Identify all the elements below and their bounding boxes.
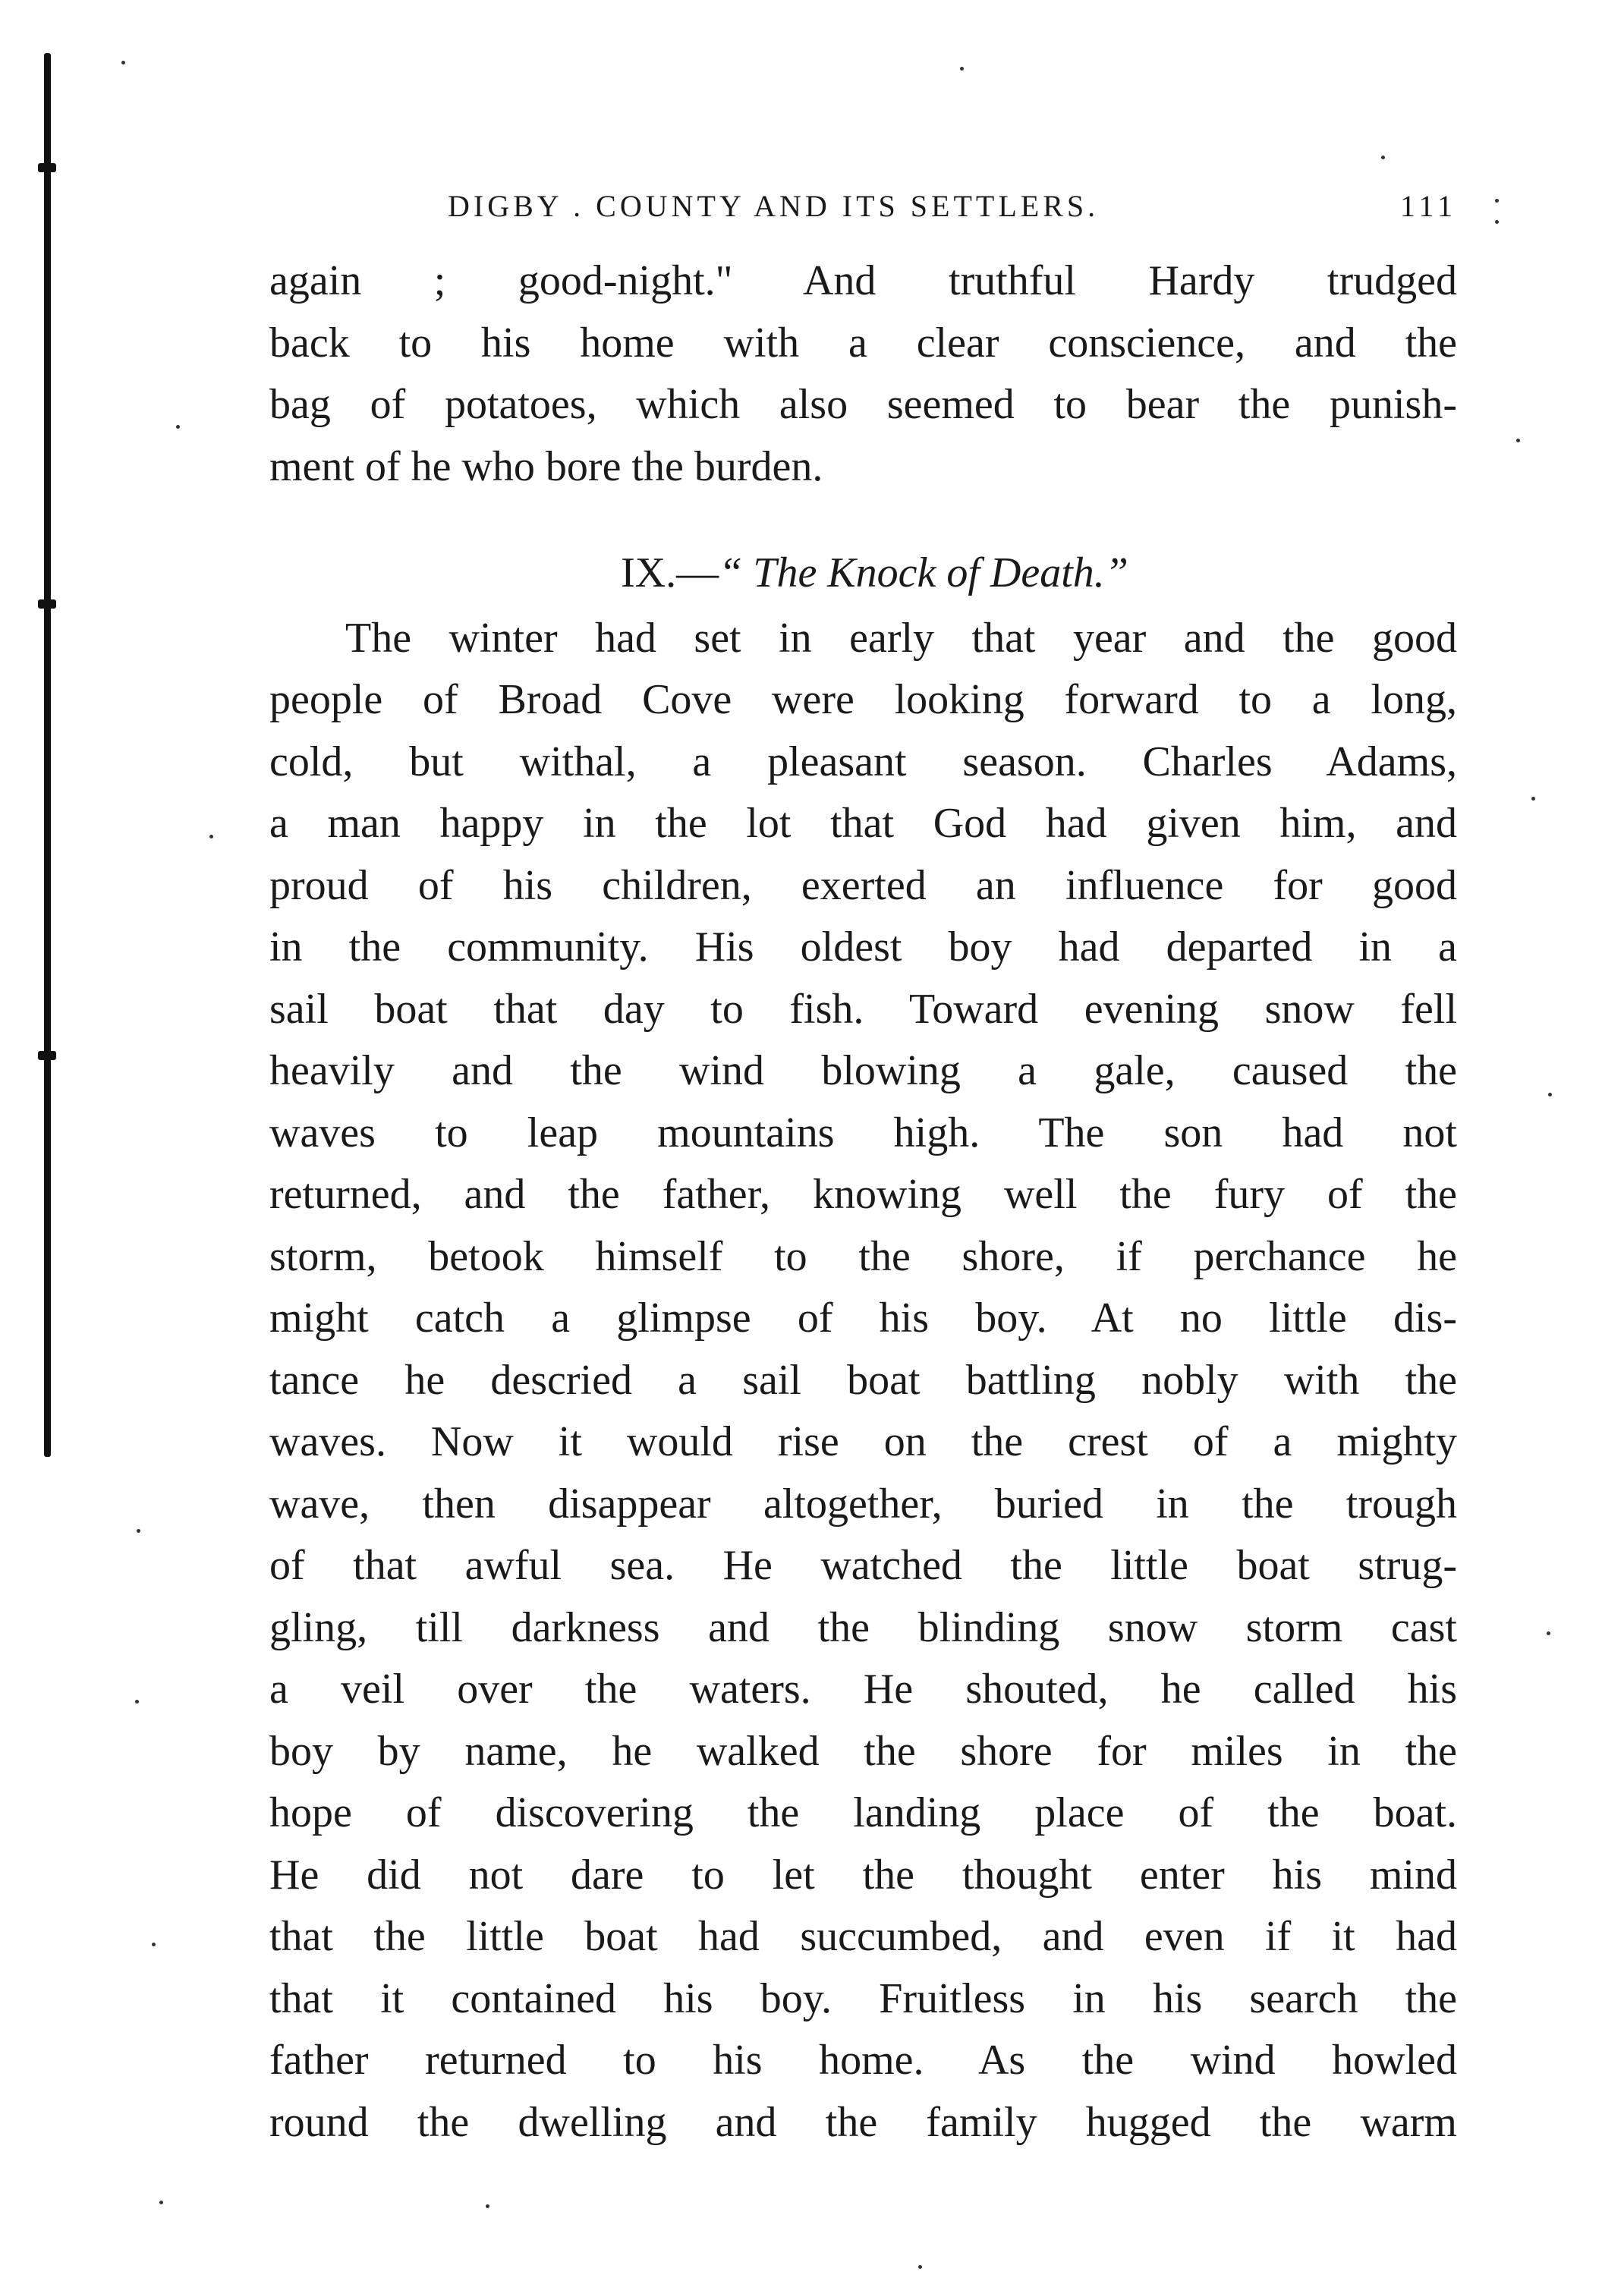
running-title: DIGBY . COUNTY AND ITS SETTLERS. [448,189,1100,223]
text-line: proud of his children, exerted an influence for good [269,861,1457,909]
scan-speck [159,2201,163,2204]
section-heading [269,543,1457,605]
scan-speck [152,1943,156,1946]
scan-speck [918,2265,922,2269]
scan-speck [135,1700,139,1704]
text-line: The winter had set in early that year and the good [345,614,1457,662]
text-line: ment of he who bore the burden. [269,442,823,490]
text-line: a veil over the waters. He shouted, he called his [269,1666,1457,1713]
binding-notch [38,599,56,609]
scan-speck [209,835,213,838]
text-line: round the dwelling and the family hugged the warm [269,2098,1457,2146]
text-line: sail boat that day to fish. Toward evening snow fell [269,985,1457,1033]
text-line: people of Broad Cove were looking forward to a long, [269,676,1457,723]
text-line: tance he descried a sail boat battling nobly with the [269,1356,1457,1404]
section-title: “ The Knock of Death.” [719,549,1128,596]
text-line: He did not dare to let the thought enter his mind [269,1851,1457,1899]
scan-speck [1547,1631,1550,1635]
text-line: storm, betook himself to the shore, if perchance he [269,1232,1457,1280]
text-line: again ; good-night." And truthful Hardy trudged [269,257,1457,304]
text-line: that it contained his boy. Fruitless in his search the [269,1974,1457,2022]
text-line: cold, but withal, a pleasant season. Charles Adams, [269,738,1457,785]
text-line: that the little boat had succumbed, and even if it had [269,1913,1457,1960]
body-text [269,250,1457,2154]
scan-speck [137,1529,140,1533]
text-line: in the community. His oldest boy had departed in a [269,923,1457,971]
scan-speck [1548,1093,1552,1096]
text-line: heavily and the wind blowing a gale, caused the [269,1047,1457,1094]
text-line: waves. Now it would rise on the crest of a mighty [269,1418,1457,1465]
text-line: of that awful sea. He watched the little boat strug- [269,1542,1457,1589]
text-line: boy by name, he walked the shore for miles in the [269,1727,1457,1775]
scan-speck [486,2204,489,2208]
binding-notch [38,1051,56,1060]
text-line: back to his home with a clear conscience, and the [269,319,1457,367]
text-line: waves to leap mountains high. The son had not [269,1109,1457,1156]
text-line: might catch a glimpse of his boy. At no little dis- [269,1295,1457,1342]
scan-speck [1516,439,1520,442]
section-number: IX.— [621,549,719,596]
paragraph [269,608,1457,2154]
binding-edge-line [44,53,51,1457]
scan-speck [176,425,180,429]
running-header [448,188,1457,224]
scan-speck [1381,156,1385,159]
text-line: a man happy in the lot that God had given him, and [269,800,1457,847]
text-line: hope of discovering the landing place of the boat. [269,1789,1457,1836]
scan-speck [1531,797,1535,801]
text-line: returned, and the father, knowing well the fury of the [269,1171,1457,1218]
text-line: bag of potatoes, which also seemed to bear the punish- [269,381,1457,428]
page-number: 111 [1399,189,1457,223]
scan-speck [121,61,125,64]
paragraph [269,250,1457,498]
scan-speck [1495,220,1499,224]
text-line: father returned to his home. As the wind howled [269,2037,1457,2084]
scan-speck [1495,199,1499,203]
text-line: wave, then disappear altogether, buried in the trough [269,1480,1457,1527]
binding-notch [38,163,56,172]
text-line: gling, till darkness and the blinding snow storm cast [269,1603,1457,1651]
scan-speck [960,67,964,71]
